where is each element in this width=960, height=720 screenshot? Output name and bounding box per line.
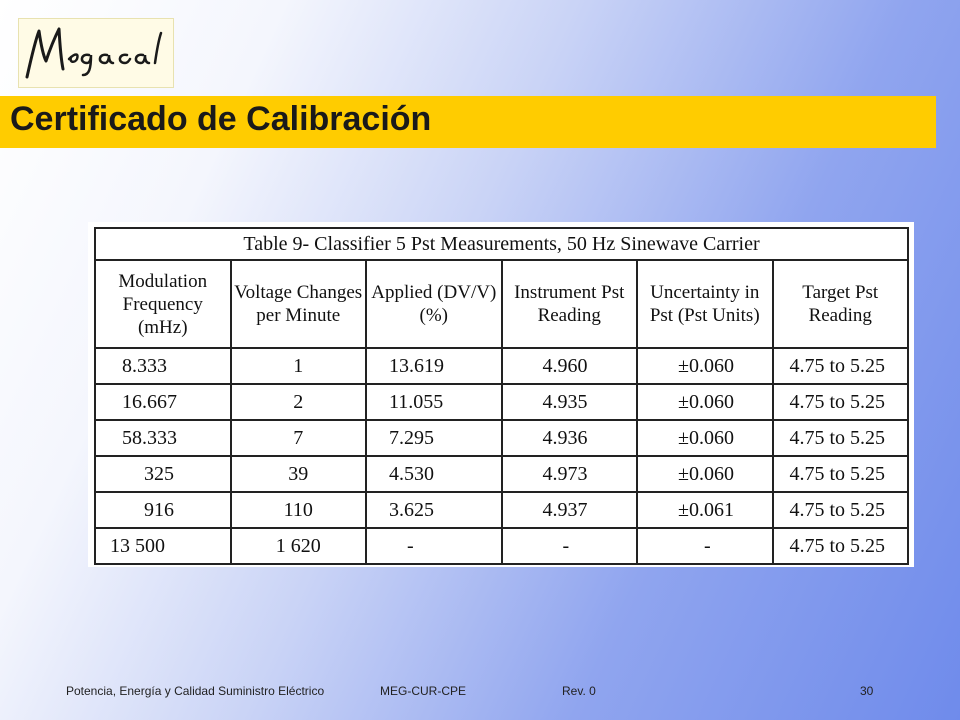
cell-uncertainty: ±0.061 [637,492,773,528]
header-instrument-reading: Instrument Pst Reading [502,260,638,348]
cell-frequency: 916 [95,492,231,528]
cell-uncertainty: ±0.060 [637,420,773,456]
footer-revision: Rev. 0 [562,684,596,698]
cell-applied: 13.619 [366,348,502,384]
megacal-logo [18,18,174,88]
cell-instrument-reading: - [502,528,638,564]
cell-voltage-changes: 110 [231,492,367,528]
cell-frequency: 16.667 [95,384,231,420]
cell-applied: 11.055 [366,384,502,420]
cell-target: 4.75 to 5.25 [773,456,909,492]
cell-instrument-reading: 4.960 [502,348,638,384]
calibration-table-image [88,222,914,567]
cell-target: 4.75 to 5.25 [773,348,909,384]
cell-frequency: 8.333 [95,348,231,384]
cell-uncertainty: ±0.060 [637,348,773,384]
cell-applied: 4.530 [366,456,502,492]
header-modulation-frequency: Modulation Frequency (mHz) [95,260,231,348]
cell-frequency: 13 500 [95,528,231,564]
title-bar [0,96,936,148]
table-header-row [95,260,908,348]
cell-uncertainty: ±0.060 [637,384,773,420]
cell-voltage-changes: 1 [231,348,367,384]
footer-code: MEG-CUR-CPE [380,684,466,698]
table-caption: Table 9- Classifier 5 Pst Measurements, 50 Hz Sinewave Carrier [95,228,908,260]
cell-instrument-reading: 4.937 [502,492,638,528]
pst-measurements-table [94,227,909,565]
table-row [95,528,908,564]
cell-target: 4.75 to 5.25 [773,420,909,456]
cell-uncertainty: - [637,528,773,564]
cell-uncertainty: ±0.060 [637,456,773,492]
header-target-reading: Target Pst Reading [773,260,909,348]
cell-voltage-changes: 39 [231,456,367,492]
table-row [95,384,908,420]
cell-applied: - [366,528,502,564]
header-uncertainty: Uncertainty in Pst (Pst Units) [637,260,773,348]
slide-title: Certificado de Calibración [10,100,432,138]
cell-frequency: 325 [95,456,231,492]
footer-page-number: 30 [860,684,874,698]
cell-target: 4.75 to 5.25 [773,528,909,564]
cell-voltage-changes: 1 620 [231,528,367,564]
footer-course: Potencia, Energía y Calidad Suministro Eléctrico [66,684,325,698]
cell-instrument-reading: 4.973 [502,456,638,492]
cell-voltage-changes: 7 [231,420,367,456]
table-row [95,492,908,528]
cell-applied: 7.295 [366,420,502,456]
header-applied: Applied (DV/V) (%) [366,260,502,348]
cell-frequency: 58.333 [95,420,231,456]
cell-target: 4.75 to 5.25 [773,492,909,528]
cell-voltage-changes: 2 [231,384,367,420]
table-row [95,348,908,384]
cell-applied: 3.625 [366,492,502,528]
header-voltage-changes: Voltage Changes per Minute [231,260,367,348]
table-row [95,456,908,492]
cell-instrument-reading: 4.936 [502,420,638,456]
cell-instrument-reading: 4.935 [502,384,638,420]
table-row [95,420,908,456]
cell-target: 4.75 to 5.25 [773,384,909,420]
megacal-logo-graphic [19,19,175,89]
